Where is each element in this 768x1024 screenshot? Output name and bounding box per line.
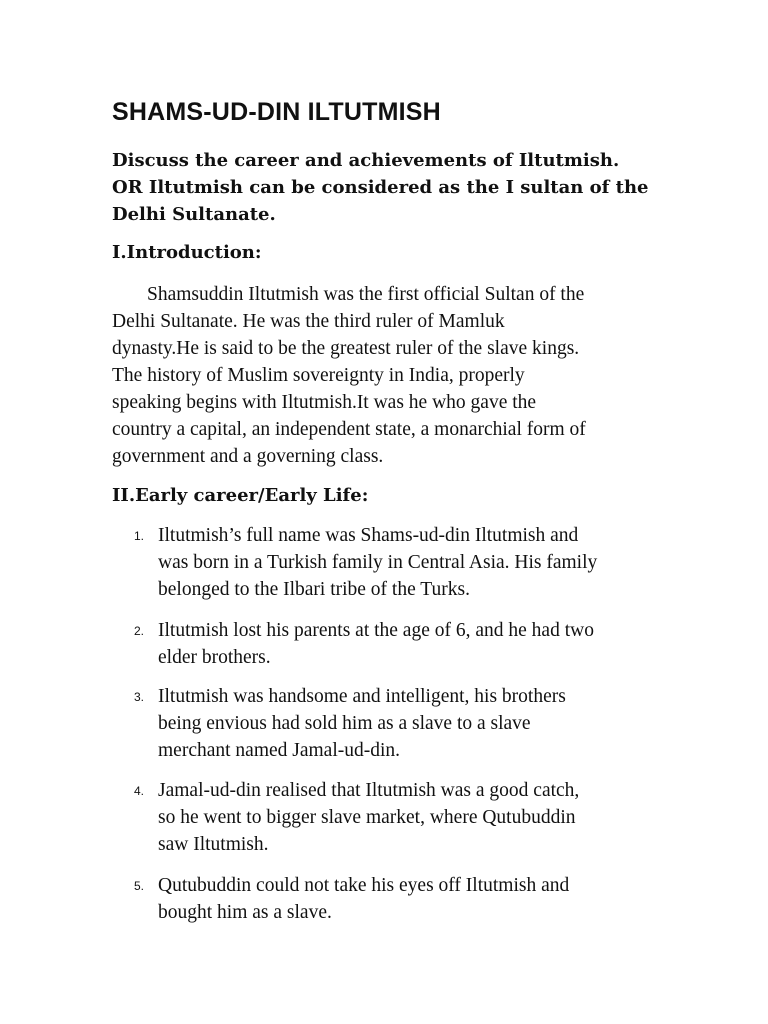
list-item-line: merchant named Jamal-ud-din. — [158, 740, 401, 761]
intro-line: Delhi Sultanate. He was the third ruler of Mamluk — [112, 311, 505, 332]
question-line: OR Iltutmish can be considered as the I sultan of the — [112, 177, 649, 198]
question-block — [112, 147, 672, 228]
list-item-line: Iltutmish’s full name was Shams-ud-din Iltutmish and — [158, 525, 579, 546]
list-item-line: belonged to the Ilbari tribe of the Turks. — [158, 579, 470, 600]
intro-line: country a capital, an independent state, a monarchial form of — [112, 419, 586, 440]
list-item-line: being envious had sold him as a slave to a slave — [158, 713, 531, 734]
list-item-text — [158, 617, 668, 671]
list-item-line: Qutubuddin could not take his eyes off Iltutmish and — [158, 875, 570, 896]
intro-line: speaking begins with Iltutmish.It was he who gave the — [112, 392, 537, 413]
intro-heading: I.Introduction: — [112, 242, 262, 263]
list-item-text — [158, 522, 668, 603]
list-item-line: so he went to bigger slave market, where Qutubuddin — [158, 807, 576, 828]
list-item-number: 5. — [134, 879, 145, 893]
intro-line: dynasty.He is said to be the greatest ruler of the slave kings. — [112, 338, 580, 359]
intro-line: The history of Muslim sovereignty in India, properly — [112, 365, 525, 386]
list-item-number: 4. — [134, 784, 145, 798]
list-item-number: 3. — [134, 690, 145, 704]
list-item-number: 1. — [134, 529, 145, 543]
early-career-heading: II.Early career/Early Life: — [112, 485, 369, 506]
question-line: Delhi Sultanate. — [112, 204, 276, 225]
list-item-line: was born in a Turkish family in Central Asia. His family — [158, 552, 598, 573]
intro-line: government and a governing class. — [112, 446, 384, 467]
list-item-number: 2. — [134, 624, 145, 638]
list-item-line: Iltutmish lost his parents at the age of 6, and he had two — [158, 620, 594, 641]
list-item-line: elder brothers. — [158, 647, 271, 668]
list-item-text — [158, 872, 668, 926]
intro-paragraph — [112, 281, 662, 470]
list-item-text — [158, 777, 668, 858]
document-title: SHAMS-UD-DIN ILTUTMISH — [112, 98, 441, 126]
list-item-text — [158, 683, 668, 764]
list-item-line: bought him as a slave. — [158, 902, 332, 923]
list-item-line: saw Iltutmish. — [158, 834, 269, 855]
list-item-line: Jamal-ud-din realised that Iltutmish was a good catch, — [158, 780, 580, 801]
question-line: Discuss the career and achievements of Iltutmish. — [112, 150, 620, 171]
list-item-line: Iltutmish was handsome and intelligent, his brothers — [158, 686, 566, 707]
intro-line: Shamsuddin Iltutmish was the first official Sultan of the — [147, 284, 585, 305]
